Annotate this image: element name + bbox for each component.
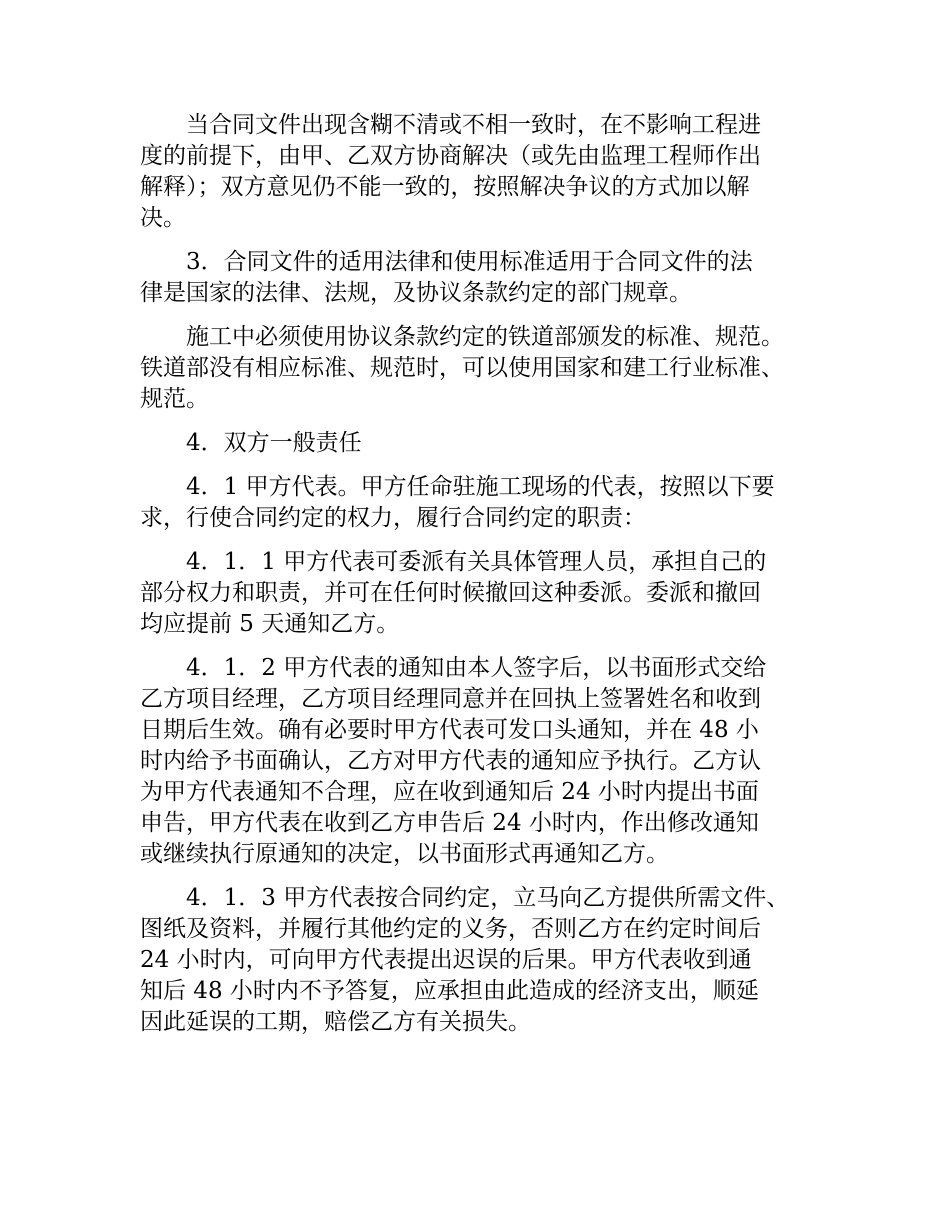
text-line: 日期后生效。确有必要时甲方代表可发口头通知，并在 48 小	[140, 717, 759, 743]
paragraph-party-a-representative	[140, 472, 830, 534]
text-line: 4．双方一般责任	[186, 430, 362, 456]
text-line: 3．合同文件的适用法律和使用标准适用于合同文件的法	[186, 249, 753, 275]
text-line: 4．1．2 甲方代表的通知由本人签字后，以书面形式交给	[186, 655, 767, 681]
text-line: 律是国家的法律、法规，及协议条款约定的部门规章。	[140, 280, 692, 306]
text-line: 铁道部没有相应标准、规范时，可以使用国家和建工行业标准、	[140, 355, 784, 381]
text-line: 或继续执行原通知的决定，以书面形式再通知乙方。	[140, 841, 669, 867]
text-line: 为甲方代表通知不合理，应在收到通知后 24 小时内提出书面	[140, 779, 759, 805]
text-line: 4．1．1 甲方代表可委派有关具体管理人员，承担自己的	[186, 549, 767, 575]
text-line: 知后 48 小时内不予答复，应承担由此造成的经济支出，顺延	[140, 978, 759, 1004]
text-line: 4．1 甲方代表。甲方任命驻施工现场的代表，按照以下要	[186, 474, 775, 500]
text-line: 4．1．3 甲方代表按合同约定，立马向乙方提供所需文件、	[186, 885, 790, 911]
text-line: 部分权力和职责，并可在任何时候撤回这种委派。委派和撤回	[140, 580, 761, 606]
text-line: 24 小时内，可向甲方代表提出迟误的后果。甲方代表收到通	[140, 947, 752, 973]
document-page	[140, 110, 830, 1051]
text-line: 当合同文件出现含糊不清或不相一致时，在不影响工程进	[186, 112, 761, 138]
text-line: 乙方项目经理，乙方项目经理同意并在回执上签署姓名和收到	[140, 686, 761, 712]
text-line: 决。	[140, 205, 186, 231]
text-line: 时内给予书面确认，乙方对甲方代表的通知应予执行。乙方认	[140, 748, 761, 774]
text-line: 规范。	[140, 386, 209, 412]
text-line: 度的前提下，由甲、乙双方协商解决（或先由监理工程师作出	[140, 143, 761, 169]
paragraph-clause-4-1-1	[140, 547, 830, 640]
text-line: 因此延误的工期，赔偿乙方有关损失。	[140, 1009, 531, 1035]
paragraph-clause-4-1-2	[140, 653, 830, 870]
paragraph-standards	[140, 322, 830, 415]
section-heading-general-responsibilities	[140, 428, 830, 459]
paragraph-applicable-law	[140, 247, 830, 309]
text-line: 图纸及资料，并履行其他约定的义务，否则乙方在约定时间后	[140, 916, 761, 942]
paragraph-clause-4-1-3	[140, 883, 830, 1038]
paragraph-contract-ambiguity	[140, 110, 830, 234]
text-line: 均应提前 5 天通知乙方。	[140, 611, 400, 637]
text-line: 求，行使合同约定的权力，履行合同约定的职责：	[140, 505, 646, 531]
text-line: 施工中必须使用协议条款约定的铁道部颁发的标准、规范。	[186, 324, 784, 350]
text-line: 申告，甲方代表在收到乙方申告后 24 小时内，作出修改通知	[140, 810, 759, 836]
text-line: 解释）；双方意见仍不能一致的，按照解决争议的方式加以解	[140, 174, 750, 200]
